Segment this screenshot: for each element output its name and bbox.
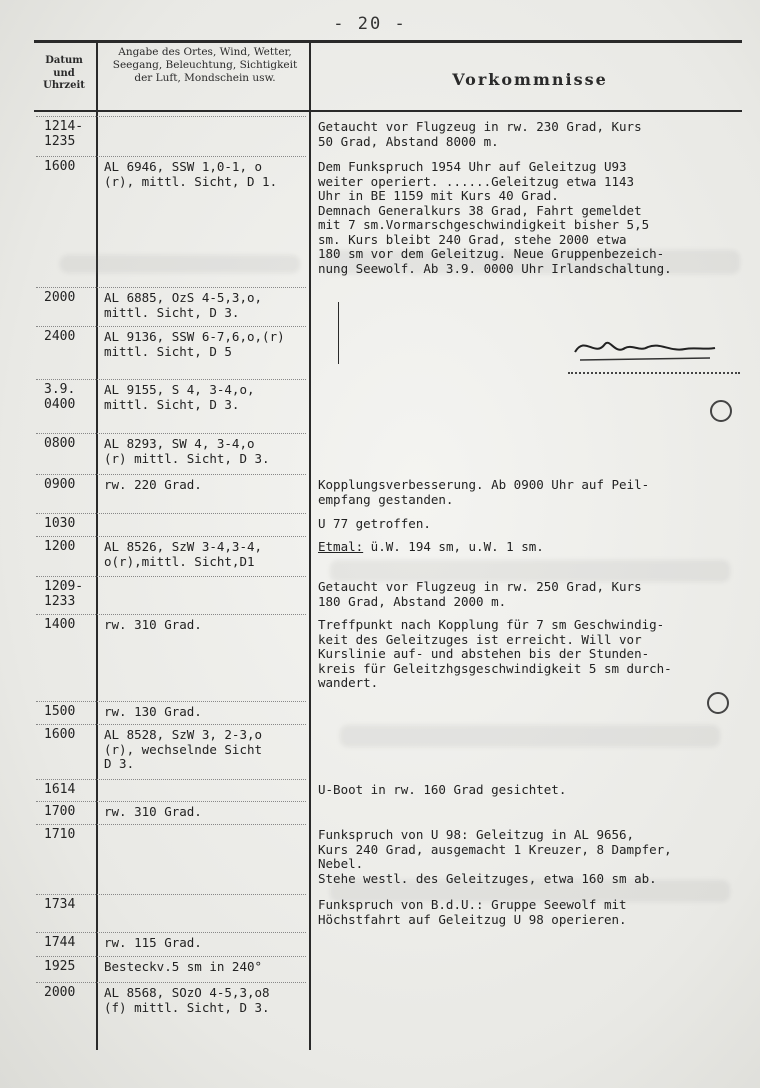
header-date-line: Datum [45,55,83,66]
entry-location: AL 6885, OzS 4-5,3,o, mittl. Sicht, D 3. [104,290,263,320]
row-separator [36,536,306,537]
entry-location: AL 8568, SOzO 4-5,3,o8 (f) mittl. Sicht, D 3. [104,985,270,1015]
ink-smudge [340,725,720,747]
entry-location: rw. 130 Grad. [104,704,202,719]
row-separator [36,894,306,895]
entry-time: 3.9. 0400 [44,382,76,412]
entry-event: U 77 getroffen. [318,516,431,531]
punch-hole [710,400,732,422]
row-separator [36,701,306,702]
column-divider-right [309,40,311,1050]
entry-time: 1030 [44,516,76,531]
header-location-line: Seegang, Beleuchtung, Sichtigkeit [112,59,298,72]
table-top-rule [34,40,742,43]
entry-time: 1710 [44,827,76,842]
row-separator [36,379,306,380]
header-location-line: Angabe des Ortes, Wind, Wetter, [118,46,292,58]
entry-event: Getaucht vor Flugzeug in rw. 230 Grad, Kurs 50 Grad, Abstand 8000 m. [318,119,642,149]
entry-time: 1600 [44,727,76,742]
pencil-mark [338,302,339,364]
entry-time: 1500 [44,704,76,719]
row-separator [36,614,306,615]
row-separator [36,287,306,288]
row-separator [36,156,306,157]
etmal-value: ü.W. 194 sm, u.W. 1 sm. [363,539,544,554]
row-separator [36,116,306,117]
entry-time: 1209- 1233 [44,579,84,609]
entry-location: AL 6946, SSW 1,0-1, o (r), mittl. Sicht, D 1. [104,159,278,189]
row-separator [36,576,306,577]
row-separator [36,956,306,957]
ink-smudge [60,255,300,273]
entry-time: 1925 [44,959,76,974]
header-date [36,55,92,93]
row-separator [36,801,306,802]
entry-time: 2400 [44,329,76,344]
row-separator [36,474,306,475]
entry-time: 1744 [44,935,76,950]
row-separator [36,982,306,983]
entry-location: AL 8526, SzW 3-4,3-4, o(r),mittl. Sicht,D1 [104,539,263,569]
entry-event [318,540,758,555]
header-bottom-rule [34,110,742,112]
signature-dotted-line [568,372,740,374]
entry-event: Kopplungsverbesserung. Ab 0900 Uhr auf Peil- empfang gestanden. [318,477,650,507]
entry-time: 1734 [44,897,76,912]
entry-time: 1700 [44,804,76,819]
entry-event: U-Boot in rw. 160 Grad gesichtet. [318,782,567,797]
entry-event: Funkspruch von B.d.U.: Gruppe Seewolf mit Höchstfahrt auf Geleitzug U 98 operieren. [318,897,627,927]
entry-location: rw. 220 Grad. [104,477,202,492]
entry-location: Besteckv.5 sm in 240° [104,959,263,974]
entry-time: 1214- 1235 [44,119,84,149]
entry-event: Getaucht vor Flugzeug in rw. 250 Grad, Kurs 180 Grad, Abstand 2000 m. [318,579,642,609]
header-location [100,46,310,85]
entry-location: AL 9155, S 4, 3-4,o, mittl. Sicht, D 3. [104,382,255,412]
entry-location: rw. 310 Grad. [104,804,202,819]
entry-event: Dem Funkspruch 1954 Uhr auf Geleitzug U93 weiter operiert. ......Geleitzug etwa 1143 Uhr in BE 1159 mit Kurs 40 Grad. Demnach Generalkurs 38 Grad, Fahrt gemeldet mit 7 sm.Vormarschgeschwindigkeit bisher 5,5 sm. Kurs bleibt 240 Grad, stehe 2000 etwa 180 sm vor dem Geleitzug. Neue Gruppenbezeich- nung Seewolf. Ab 3.9. 0000 Uhr Irlandschaltung. [318,159,672,276]
page-number: - 20 - [333,14,407,34]
header-events: Vorkommnisse [452,70,608,89]
row-separator [36,779,306,780]
etmal-label: Etmal: [318,539,364,554]
row-separator [36,724,306,725]
entry-time: 0800 [44,436,76,451]
row-separator [36,932,306,933]
entry-location: AL 8528, SzW 3, 2-3,o (r), wechselnde Sicht D 3. [104,727,263,771]
row-separator [36,433,306,434]
entry-time: 1600 [44,159,76,174]
entry-event: Treffpunkt nach Kopplung für 7 sm Geschwindig- keit des Geleitzuges ist erreicht. Will vor Kurslinie auf- und abstehen bis der Stunden- kreis für Geleitzhgsgeschwindigkeit 5 sm durch- wandert. [318,617,672,690]
entry-location: AL 8293, SW 4, 3-4,o (r) mittl. Sicht, D 3. [104,436,270,466]
row-separator [36,513,306,514]
entry-time: 1400 [44,617,76,632]
entry-time: 2000 [44,985,76,1000]
row-separator [36,824,306,825]
entry-time: 1200 [44,539,76,554]
entry-location: AL 9136, SSW 6-7,6,o,(r) mittl. Sicht, D 5 [104,329,285,359]
header-date-line: und [53,67,75,79]
entry-time: 1614 [44,782,76,797]
entry-time: 0900 [44,477,76,492]
entry-event: Funkspruch von U 98: Geleitzug in AL 9656, Kurs 240 Grad, ausgemacht 1 Kreuzer, 8 Dampfer, Nebel. Stehe westl. des Geleitzuges, etwa 160 sm ab. [318,827,672,886]
header-date-line: Uhrzeit [43,80,85,91]
signature [570,330,720,370]
row-separator [36,326,306,327]
entry-location: rw. 115 Grad. [104,935,202,950]
entry-location: rw. 310 Grad. [104,617,202,632]
entry-time: 2000 [44,290,76,305]
punch-hole [707,692,729,714]
header-location-line: der Luft, Mondschein usw. [134,72,276,85]
